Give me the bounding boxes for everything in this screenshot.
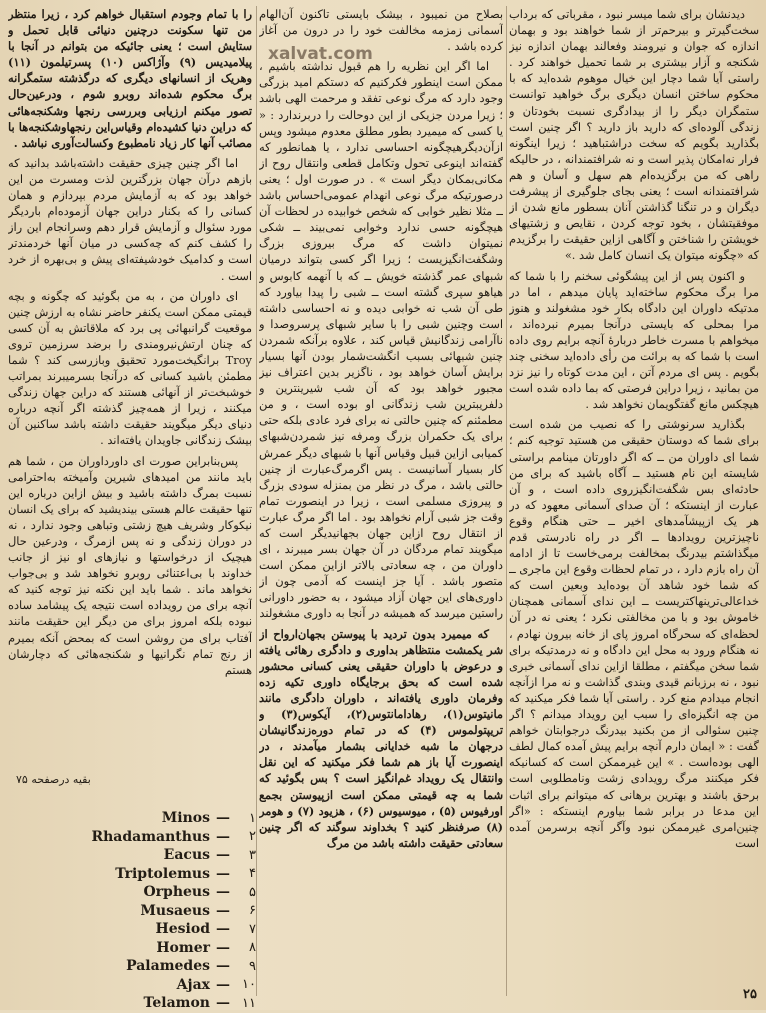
glossary-item: Eacus — ۳ [163, 847, 256, 864]
glossary-item: Ajax — ۱۰ [176, 976, 256, 993]
glossary-item: Musaeus — ۶ [140, 902, 256, 919]
right-column [509, 6, 759, 996]
glossary-item: Palamedes — ۹ [126, 958, 256, 975]
paragraph: دیدنشان برای شما میسر نبود ، مقرباتی که برداب سخت‌گیرتر و بیرحم‌تر از شما خواهند بود و بهمان اندازه که جوان و نیرومند وفعالند بهمان اندازه نیز شکنجه و آزار بیشتری بر شما تحمیل خواهند کرد . راستی آیا شما دچار این خیال موهوم شده‌اید که با محکوم ساختن انسان دیگری برگ خواهید توانست ستمگران دیگر را از بیدادگری نسبت بخودتان و زندگی آلوده‌ای که دارید باز دارید ؟ اگر چنین است بگذارید بگویم که سخت دراشتباهید ؛ زیرا اینگونه فرار نه‌امکان پذیر است و نه شرافتمندانه ، در حالیکه راهی که من برگزیده‌ام هم سهل و آسان و هم شرافتمندانه است ؛ یعنی بجای جلوگیری از پیشرفت دیگران و در تنگنا گذاشتن آنان بسطور مانع شدن از موفقیتشان ، بخود توجه کردن ، نقایص و زشتیهای خویشتن را شناختن و آگاهی ازاین حقیقت را برگزیدم که «چگونه میتوان یک انسان کامل شد .» [509, 7, 759, 263]
paragraph: اما اگر چنین چیزی حقیقت داشته‌باشد بدانید که بازهم درآن جهان بزرگترین لذت ومسرت من این خواهد بود که به آزمایش مردم بپردازم و همان کسانی را که بکنار دراین جهان آزموده‌ام باردیگر مورد سئوال و آزمایش قرار دهم وسرانجام این راز را کشف کنم که چه‌کسی در میان آنها خردمندتر است و کدامیک خودشیفته‌ای پیش و بی‌بهره از خرد است . [8, 155, 252, 283]
page-number: ۲۵ [743, 987, 757, 1002]
paragraph: بصلاح من نمیبود ، بیشک بایستی تاکنون آن‌الهام آسمانی زمزمه مخالفت خود را در درون من آغاز کرده باشد . [259, 7, 503, 54]
watermark-text: xalvat.com [268, 44, 373, 64]
column-divider [256, 6, 257, 996]
paragraph: پس‌بنابراین صورت ای داورداوران من ، شما هم باید مانند من امیدهای شیرین وآمیخته به‌احترامی نسبت بمرگ داشته باشید و بیش ازاین درباره این تنها حقیقت عالم هستی بیندیشید که برای یک انسان نیکوکار وشریف هیچ زشتی وتباهی وجود ندارد ، نه در دوران زندگی و نه پس ازمرگ ، ودرعین حال هیچیک از درخواستها و نیازهای او نیز از جانب خداوند با بی‌اعتنائی روبرو نخواهد شد و بی‌جواب نخواهد ماند . شما باید این نکته نیز توجه کنید که آنچه برای من رویداده است نتیجه یک پیشامد ساده نبوده بلکه امروز برای من دیگر این حقیقت مانند آفتاب برای من روشن است که بمحض آنکه بمیرم از رنج تمام نگرانیها و شکنجه‌هائی که دچارشان هستم [8, 453, 252, 677]
column-divider [506, 6, 507, 996]
paragraph-bold: را با تمام وجودم استقبال خواهم کرد ، زیرا منتظر من تنها سکونت درچنین دنیائی قابل تحمل و ستایش است ؛ یعنی جائیکه من بتوانم در آنجا با پیلامیدیس (۹) وآژاکس (۱۰) پسرتیلمون (۱۱) وهریک از انسانهای دیگری که درگذشته ستمگرانه برگ محکوم شده‌اند روبرو شوم ، ودرعین‌حال تصور میکنم ارزیابی وبررسی رنجها وشکنجه‌هائی که دراین دنیا کشیده‌ام وقیاس‌این رنجهاوشکنجه‌ها با مصائب آنها کار زیاد نامطبوع وکسالت‌آوری نباشد . [8, 7, 252, 150]
glossary-item: Rhadamanthus — ۲ [91, 828, 256, 845]
paragraph-bold: که میمیرد بدون تردید با پیوستن بجهان‌ارواح از شر یکمشت منتظاهر بداوری و دادگری رهائی یافته و درعوض با داوران حقیقی یعنی کسانی محشور شده است که بحق برجایگاه داوری تکیه زده وفرمان داوری یافته‌اند ، داوران دادگری مانند مانیتوس(۱)، رهادامانتوس(۲)، آیکوس(۳) و تریپتولموس (۴) که در تمام دوره‌زندگانیشان درجهان ما شبه خدایانی بشمار میآمدند ، در اینصورت آیا باز هم شما فکر میکنید که این نقل وانتقال یک رویداد غم‌انگیز است ؟ بس بگوئید که شما به چه قیمتی ممکن است ازپیوستن بجمع اورفیوس (۵) ، میوسیوس (۶) ، هزیود (۷) و هومر (۸) صرفنظر کنید ؟ بخداوند سوگند که اگر چنین سعادتی حقیقت داشته باشد من مرگ [259, 626, 503, 850]
glossary-item: Orpheus — ۵ [143, 884, 256, 901]
glossary-item: Hesiod — ۷ [155, 921, 256, 938]
paragraph: اما اگر این نظریه را هم قبول نداشته باشیم ، ممکن است اینطور فکرکنیم که دستکم امید بزرگی وجود دارد که مرگ نوعی تفقد و مرحمت الهی باشد ؛ زیرا مردن جزیکی از این دوحالت را دربرندارد : « یا کسی که میمیرد بطور مطلق معدوم میشود وپس ازآن‌دیگرهیچگونه احساسی ندارد ، یا همانطور که گفته‌اند اینوعی تحول وتکامل قطعی وانتقال روح از مکانی‌بمکان دیگر است » . در صورت اول ؛ یعنی درصورتیکه مرگ نوعی انهدام عمومی‌احساس باشد ــ مثلا نظیر خوابی که شخص خوابیده در لحظات آن هیچگونه حسی ندارد وخوابی نمی‌بیند ــ شکی نمیتوان داشت که مرگ بیروزی بزرگ وشگفت‌انگیزیست ؛ زیرا اگر کسی بتواند درمیان شبهای عمر گذشته خویش ــ که با آنهمه کابوس و هیاهو سپری گشته است ــ شبی را پیدا بیاورد که طی آن شب نه خوابی دیده و نه احساسی داشته است وچنین شبی را با سایر شبهای پرسروصدا و ناآرامی زندگانیش قیاس کند ، علاوه برآنکه شمردن چنین شبهائی بسبب انگشت‌شمار بودن آنها بسیار برایش آسان خواهد بود ، ناگزیر بدین اعتراف نیز مجبور خواهد بود که آن شب شیرینترین و دلفریبترین شب زندگانی او بوده است ، و من مطمئنم که چنین حالتی نه برای فرد عادی بلکه حتی برای یک حکمران بزرگ ومرفه نیز شمردن‌شبهای کمیابی ازاین قبیل وقیاس آنها با شبهای دیگر عمرش کار بسیار آسانیست . پس اگرمرگ‌عبارت از چنین حالتی باشد ، مرگ در نظر من بمنزله سودی بزرگ و پیروزی مسلمی است ، زیرا در اینصورت تمام وقت جز شبی آرام نخواهد بود . اما اگر مرگ عبارت از انتقال روح ازاین جهان بجهانیدیگر است که میگویند تمام مردگان در آن جهان بسر میبرند ، ای داوران من ، چه سعادتی بالاتر ازاین ممکن است متصور باشد . آیا جز اینست که آدمی چون از داوری‌های این جهان آزاد میشود ، به حضور داورانی راستین میرسد که همیشه در آنجا به داوری مشغولند [259, 59, 503, 621]
paragraph: بگذارید سرنوشتی را که نصیب من شده است برای شما که دوستان حقیقی من هستید توجیه کنم ؛ شما ای داوران من ــ که اگر داورتان مینامم براستی شایسته این نام هستید ــ آگاه باشید که برای من حادثه‌ای بس شگفت‌انگیزروی داده است ، و آن عبارت از اینستکه ؛ آن صدای آسمانی معهود که در هر یک ازپیشآمدهای اخیر ــ حتی هنگام وقوع ناچیزترین رویدادها ــ اگر در راه نادرستی قدم میگذاشتم بیدرنگ بمخالفت برمی‌خاست تا از ادامه آن راه بازم دارد ، در تمام لحظات وقوع این ماجری ــ که شما خود شاهد آن بوده‌اید وبعین است که خداعالی‌ترینهاکتریست ــ این ندای آسمانی همچنان خاموش بود و با من مخالفتی نکرد ؛ یعنی نه در آن لحظه‌ای که سحرگاه امروز پای از خانه بیرون نهادم ، نه هنگام ورود به محل این دادگاه و نه درمدتیکه برای شما سخن میگفتم ، مطلقا ازاین ندای آسمانی خبری نبود ، نه برزبانم قیدی وبندی گذاشت و نه مرا ازآنچه انجام میدادم منع کرد . راستی آیا شما فکر میکنید که من چه انگیزه‌ای را سبب این رویداد میدانم ؟ اگر چنین سئوالی از من بکنید بیدرنگ درجوابتان خواهم گفت : « ایمان دارم آنچه برایم پیش آمده کمال لطف الهی بوده‌است . » این غیرممکن است که کسانیکه فکر میکنند مرگ رویدادی زشت ونامطلوبی است برحق باشند و بهترین برهانی که میتوانم برای اثبات این مدعا در برابر شما بیاورم اینستکه : «اگر چنین‌امری غیرممکن نبود وآگر آنچه برسرمن آمده است [509, 417, 759, 850]
glossary-list [46, 809, 256, 1013]
glossary-item: Homer — ۸ [156, 939, 256, 956]
middle-column [259, 6, 503, 996]
glossary-item: Minos — ۱ [161, 810, 256, 827]
glossary-item: Telamon — ۱۱ [143, 995, 256, 1012]
paragraph: و اکنون پس از این پیشگوئی سخنم را با شما که مرا برگ محکوم ساخته‌اید پایان میدهم ، اما در مدتیکه داوران این دادگاه بکار خود مشغولند و هنوز مرا بمحلی که بایستی درآنجا بمیرم نبرده‌اند ، میخواهم با مسرت خاطر دربارهٔ آنچه برایم روی داده است با شما که به برائت من رأی داده‌اید سخنی چند بگویم . پس ای مردم آتن ، این مدت کوتاه را نیز نزد من بمانید ، زیرا دراین فرصتی که بما داده شده است هیچکس مانع گفتگویمان نخواهد شد . [509, 268, 759, 412]
continued-note: بقیه درصفحه ۷۵ [16, 773, 91, 786]
glossary-item: Triptolemus — ۴ [115, 865, 256, 882]
paragraph: ای داوران من ، به من بگوئید که چگونه و بچه قیمتی ممکن است یکنفر حاضر نشاه به ارزش چنین موقعیت گرانبهائی پی برد که ملاقاتش به آن کسی که چنان ارتش‌نیرومندی را برضد سرزمین تروی Troy برانگیخت‌مورد تحقیق وبازرسی کند ؟ شما مطمئن باشید کسانی که درآنجا بسرمیبرند بمراتب خوشبخت‌تر از آنهائی هستند که دراین جهان زندگی میکنند ، زیرا از همه‌چیز گذشته اگر آنچه درباره دنیای دیگر میگویند حقیقت داشته باشد ساکنین آن بیشک زندگانی جاویدان یافته‌اند . [8, 288, 252, 448]
left-column [8, 6, 252, 806]
